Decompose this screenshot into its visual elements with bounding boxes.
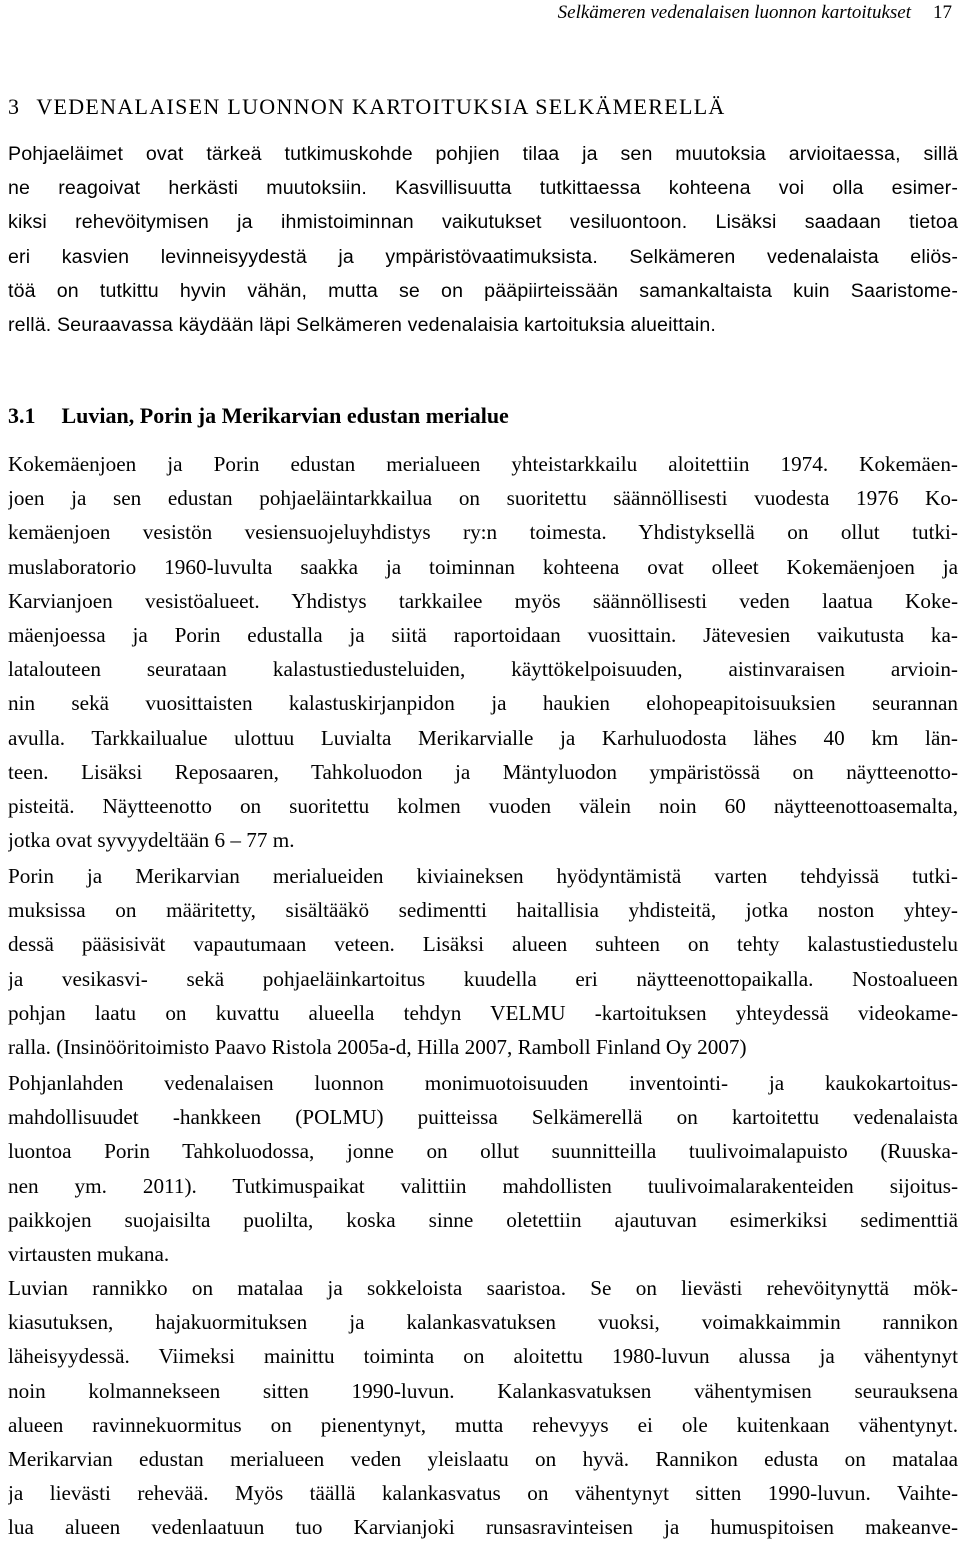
text-line: muksissa on määritetty, sisältääkö sedimentti haitallisia yhdisteitä, jotka noston yhtey-	[8, 898, 958, 923]
section-number: 3.1	[8, 403, 36, 428]
text-line: luontoa Porin Tahkoluodossa, jonne on ollut suunnitteilla tuulivoimalapuisto (Ruuska-	[8, 1139, 958, 1164]
text-line: Pohjanlahden vedenalaisen luonnon monimuotoisuuden inventointi- ja kaukokartoitus-	[8, 1071, 958, 1095]
text-line: rellä. Seuraavassa käydään läpi Selkämeren vedenalaisia kartoituksia alueittain.	[8, 314, 716, 337]
body-paragraph	[8, 447, 958, 857]
text-line: virtausten mukana.	[8, 1242, 170, 1267]
body-paragraph	[8, 859, 958, 1064]
body-paragraph	[8, 1271, 958, 1545]
text-line: avulla. Tarkkailualue ulottuu Luvialta Merikarvialle ja Karhuluodosta lähes 40 km län-	[8, 725, 958, 750]
text-line: noin kolmannekseen sitten 1990-luvun. Kalankasvatuksen vähentymisen seurauksena	[8, 1378, 958, 1403]
text-line: dessä pääsisivät vapautumaan veteen. Lisäksi alueen suhteen on tehty kalastustiedustelu	[8, 932, 958, 957]
text-line: paikkojen suojaisilta puolilta, koska sinne oletettiin ajautuvan esimerkiksi sedimenttiä	[8, 1207, 958, 1232]
chapter-title: VEDENALAISEN LUONNON KARTOITUKSIA SELKÄMERELLÄ	[36, 94, 726, 119]
text-line: ja lievästi rehevää. Myös täällä kalankasvatus on vähentynyt sitten 1990-luvun. Vaihte-	[8, 1481, 958, 1506]
text-line: lua alueen vedenlaatuun tuo Karvianjoki runsasravinteisen ja humuspitoisen makeanve-	[8, 1515, 958, 1540]
text-line: ja vesikasvi- sekä pohjaeläinkartoitus kuudella eri näytteenottopaikalla. Nostoalueen	[8, 966, 958, 991]
text-line: alueen ravinnekuormitus on pienentynyt, mutta rehevyys ei ole kuitenkaan vähentynyt.	[8, 1412, 958, 1437]
text-line: eri kasvien levinneisyydestä ja ympäristövaatimuksista. Selkämeren vedenalaista eliös-	[8, 245, 958, 268]
text-line: muslaboratorio 1960-luvulta saakka ja toiminnan kohteena ovat olleet Kokemäenjoen ja	[8, 554, 958, 579]
text-line: ralla. (Insinööritoimisto Paavo Ristola 2005a-d, Hilla 2007, Ramboll Finland Oy 2007)	[8, 1035, 747, 1060]
text-line: Luvian rannikko on matalaa ja sokkeloista saaristoa. Se on lievästi rehevöitynyttä mök-	[8, 1276, 958, 1300]
chapter-heading	[8, 93, 726, 121]
text-line: Porin ja Merikarvian merialueiden kiviaineksen hyödyntämistä varten tehdyissä tutki-	[8, 864, 958, 888]
text-line: ne reagoivat herkästi muutoksiin. Kasvillisuutta tutkittaessa kohteena voi olla esimer-	[8, 177, 958, 200]
section-heading	[8, 401, 509, 431]
text-line: Karvianjoen vesistöalueet. Yhdistys tarkkailee myös säännöllisesti veden laatua Koke-	[8, 588, 958, 613]
page-number: 17	[933, 2, 952, 23]
text-line: joen ja sen edustan pohjaeläintarkkailua on suoritettu säännöllisesti vuodesta 1976 Ko-	[8, 486, 958, 511]
text-line: kiasutuksen, hajakuormituksen ja kalankasvatuksen vuoksi, voimakkaimmin rannikon	[8, 1310, 958, 1335]
running-header	[558, 2, 952, 24]
text-line: nin sekä vuosittaisten kalastuskirjanpidon ja haukien elohopeapitoisuuksien seurannan	[8, 691, 958, 716]
text-line: Merikarvian edustan merialueen veden yleislaatu on hyvä. Rannikon edusta on matalaa	[8, 1447, 958, 1472]
text-line: kiksi rehevöitymisen ja ihmistoiminnan vaikutukset vesiluontoon. Lisäksi saadaan tietoa	[8, 211, 958, 234]
text-line: Pohjaeläimet ovat tärkeä tutkimuskohde pohjien tilaa ja sen muutoksia arvioitaessa, sillä	[8, 143, 958, 165]
text-line: kemäenjoen vesistön vesiensuojeluyhdistys ry:n toimesta. Yhdistyksellä on ollut tutki-	[8, 520, 958, 545]
text-line: mahdollisuudet -hankkeen (POLMU) puitteissa Selkämerellä on kartoitettu vedenalaista	[8, 1105, 958, 1130]
text-line: latalouteen seurataan kalastustiedusteluiden, käyttökelpoisuuden, aistinvaraisen arvioin-	[8, 657, 958, 682]
text-line: nen ym. 2011). Tutkimuspaikat valittiin mahdollisten tuulivoimalarakenteiden sijoitus-	[8, 1173, 958, 1198]
text-line: teen. Lisäksi Reposaaren, Tahkoluodon ja Mäntyluodon ympäristössä on näytteenotto-	[8, 759, 958, 784]
text-line: pohjan laatu on kuvattu alueella tehdyn VELMU -kartoituksen yhteydessä videokame-	[8, 1000, 958, 1025]
text-line: pisteitä. Näytteenotto on suoritettu kolmen vuoden välein noin 60 näytteenottoasemalta,	[8, 794, 958, 819]
running-title: Selkämeren vedenalaisen luonnon kartoitukset	[557, 2, 911, 23]
chapter-number: 3	[8, 94, 21, 119]
text-line: töä on tutkittu hyvin vähän, mutta se on pääpiirteissään samankaltaista kuin Saaristome-	[8, 279, 958, 302]
text-line: Kokemäenjoen ja Porin edustan merialueen yhteistarkkailu aloitettiin 1974. Kokemäen-	[8, 452, 958, 476]
section-title: Luvian, Porin ja Merikarvian edustan merialue	[61, 403, 509, 428]
body-paragraph	[8, 1066, 958, 1271]
text-line: läheisyydessä. Viimeksi mainittu toiminta on aloitettu 1980-luvun alussa ja vähentynyt	[8, 1344, 958, 1369]
text-line: jotka ovat syvyydeltään 6 – 77 m.	[8, 828, 295, 853]
intro-paragraph	[8, 137, 958, 342]
text-line: mäenjoessa ja Porin edustalla ja siitä raportoidaan vuosittain. Jätevesien vaikutusta ka-	[8, 623, 958, 648]
